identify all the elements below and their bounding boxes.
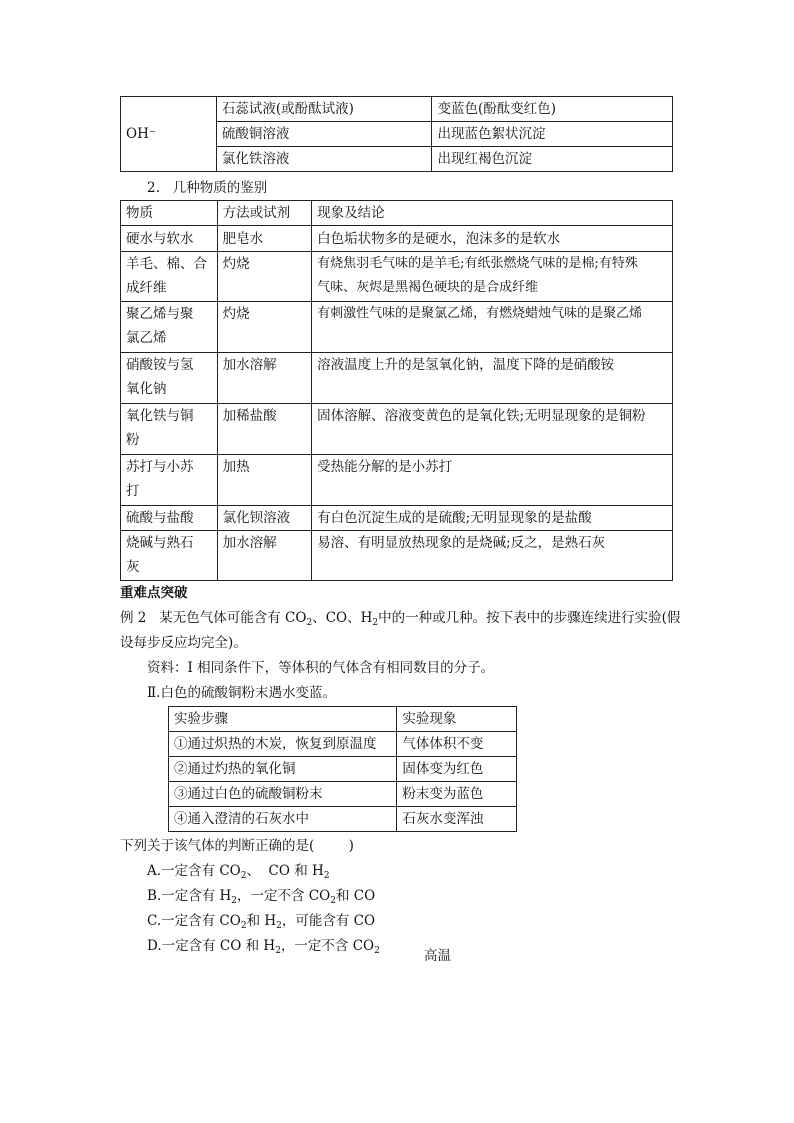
experiment-table (168, 706, 517, 832)
substance-line: 氧化钠 (126, 381, 167, 397)
option-text: ，可能含有 CO (281, 913, 376, 929)
option-text: 、 CO 和 H (246, 863, 324, 879)
substance-cell: 硫酸与盐酸 (121, 506, 218, 531)
result-cell: 溶液温度上升的是氢氧化钠，温度下降的是硝酸铵 (312, 353, 673, 404)
option-text: A.一定含有 CO (147, 863, 241, 879)
substance-line: 苏打与小苏 (126, 459, 194, 475)
info-line-2: Ⅱ.白色的硫酸铜粉末遇水变蓝。 (147, 685, 336, 701)
substance-cell (121, 252, 218, 302)
question-text: 下列关于该气体的判断正确的是( ) (120, 838, 354, 854)
substance-line: 成纤维 (126, 280, 167, 296)
option-text: D.一定含有 CO 和 H (147, 938, 276, 954)
method-cell: 加热 (217, 455, 312, 506)
substance-line: 灰 (126, 559, 140, 575)
subscript: 2 (275, 946, 281, 956)
ion-test-table (120, 96, 673, 172)
substance-line: 氧化铁与铜 (126, 408, 194, 424)
method-cell: 加水溶解 (217, 353, 312, 404)
result-cell: 固体溶解、溶液变黄色的是氧化铁;无明显现象的是铜粉 (312, 404, 673, 455)
result-cell: 有白色沉淀生成的是硫酸;无明显现象的是盐酸 (312, 506, 673, 531)
floating-label: 高温 (424, 948, 451, 964)
subscript: 2 (323, 871, 330, 881)
reagent-cell: 氯化铁溶液 (216, 147, 432, 172)
section-title: 2. 几种物质的鉴别 (147, 180, 268, 196)
observation-cell: 固体变为红色 (397, 757, 517, 782)
substance-line: 聚乙烯与聚 (126, 306, 194, 322)
result-cell: 受热能分解的是小苏打 (312, 455, 673, 506)
substance-cell (121, 531, 218, 581)
result-cell: 易溶、有明显放热现象的是烧碱;反之，是熟石灰 (312, 531, 673, 581)
option-text: B.一定含有 H (147, 888, 232, 904)
example-text: 某无色气体可能含有 CO (159, 610, 307, 626)
header-step: 实验步骤 (169, 707, 397, 732)
subscript: 2 (374, 946, 380, 956)
option-text: ，一定不含 CO (237, 888, 331, 904)
example-text: 、CO、H (312, 610, 373, 626)
substance-cell (121, 302, 218, 353)
result-cell: 有刺激性气味的是聚氯乙烯，有燃烧蜡烛气味的是聚乙烯 (312, 302, 673, 353)
substance-line: 粉 (126, 432, 140, 448)
example-line-1 (120, 608, 680, 628)
subscript: 2 (330, 896, 336, 906)
substance-cell: 硬水与软水 (121, 226, 218, 252)
header-method: 方法或试剂 (217, 201, 312, 226)
option-text: 和 H (246, 913, 277, 929)
substance-cell (121, 455, 218, 506)
option-text: C.一定含有 CO (147, 913, 241, 929)
example-label: 例 2 (120, 610, 147, 626)
option-c (147, 911, 375, 931)
info-line-1: 资料：I 相同条件下，等体积的气体含有相同数目的分子。 (147, 660, 495, 676)
subscript: 2 (306, 618, 313, 628)
method-cell: 灼烧 (217, 252, 312, 302)
step-cell: ②通过灼热的氧化铜 (169, 757, 397, 782)
result-cell: 白色垢状物多的是硬水，泡沫多的是软水 (312, 226, 673, 252)
header-observation: 实验现象 (397, 707, 517, 732)
option-text: 和 CO (335, 888, 376, 904)
phenomenon-cell: 出现蓝色絮状沉淀 (432, 122, 673, 147)
phenomenon-cell: 出现红褐色沉淀 (432, 147, 673, 172)
method-cell: 灼烧 (217, 302, 312, 353)
result-cell (312, 252, 673, 302)
observation-cell: 石灰水变浑浊 (397, 807, 517, 832)
subscript: 2 (240, 921, 247, 931)
substance-line: 硝酸铵与氢 (126, 357, 194, 373)
section-heading: 重难点突破 (120, 585, 188, 601)
subscript: 2 (240, 871, 247, 881)
option-b (147, 886, 375, 906)
step-cell: ①通过炽热的木炭，恢复到原温度 (169, 732, 397, 757)
method-cell: 加水溶解 (217, 531, 312, 581)
step-cell: ③通过白色的硫酸铜粉末 (169, 782, 397, 807)
step-cell: ④通入澄清的石灰水中 (169, 807, 397, 832)
result-line: 有烧焦羽毛气味的是羊毛;有纸张燃烧气味的是棉;有特殊 (317, 256, 638, 271)
substance-cell (121, 404, 218, 455)
ion-cell: OH⁻ (121, 97, 217, 172)
header-substance: 物质 (121, 201, 218, 226)
method-cell: 肥皂水 (217, 226, 312, 252)
result-line: 气味、灰烬是黑褐色硬块的是合成纤维 (317, 280, 539, 295)
subscript: 2 (276, 921, 282, 931)
example-line-2: 设每步反应均完全)。 (120, 635, 247, 651)
substance-line: 氯乙烯 (126, 330, 167, 346)
method-cell: 氯化钡溶液 (217, 506, 312, 531)
substance-line: 羊毛、棉、合 (126, 256, 207, 272)
identification-table (120, 200, 673, 581)
phenomenon-cell: 变蓝色(酚酞变红色) (432, 97, 673, 122)
header-result: 现象及结论 (312, 201, 673, 226)
method-cell: 加稀盐酸 (217, 404, 312, 455)
option-d (147, 936, 380, 956)
substance-line: 打 (126, 483, 140, 499)
observation-cell: 气体体积不变 (397, 732, 517, 757)
option-text: ，一定不含 CO (280, 938, 375, 954)
subscript: 2 (372, 618, 379, 628)
substance-line: 烧碱与熟石 (126, 535, 194, 551)
observation-cell: 粉末变为蓝色 (397, 782, 517, 807)
reagent-cell: 石蕊试液(或酚酞试液) (216, 97, 432, 122)
example-text: 中的一种或几种。按下表中的步骤连续进行实验(假 (378, 610, 681, 626)
subscript: 2 (231, 896, 238, 906)
option-a (147, 861, 330, 881)
reagent-cell: 硫酸铜溶液 (216, 122, 432, 147)
substance-cell (121, 353, 218, 404)
